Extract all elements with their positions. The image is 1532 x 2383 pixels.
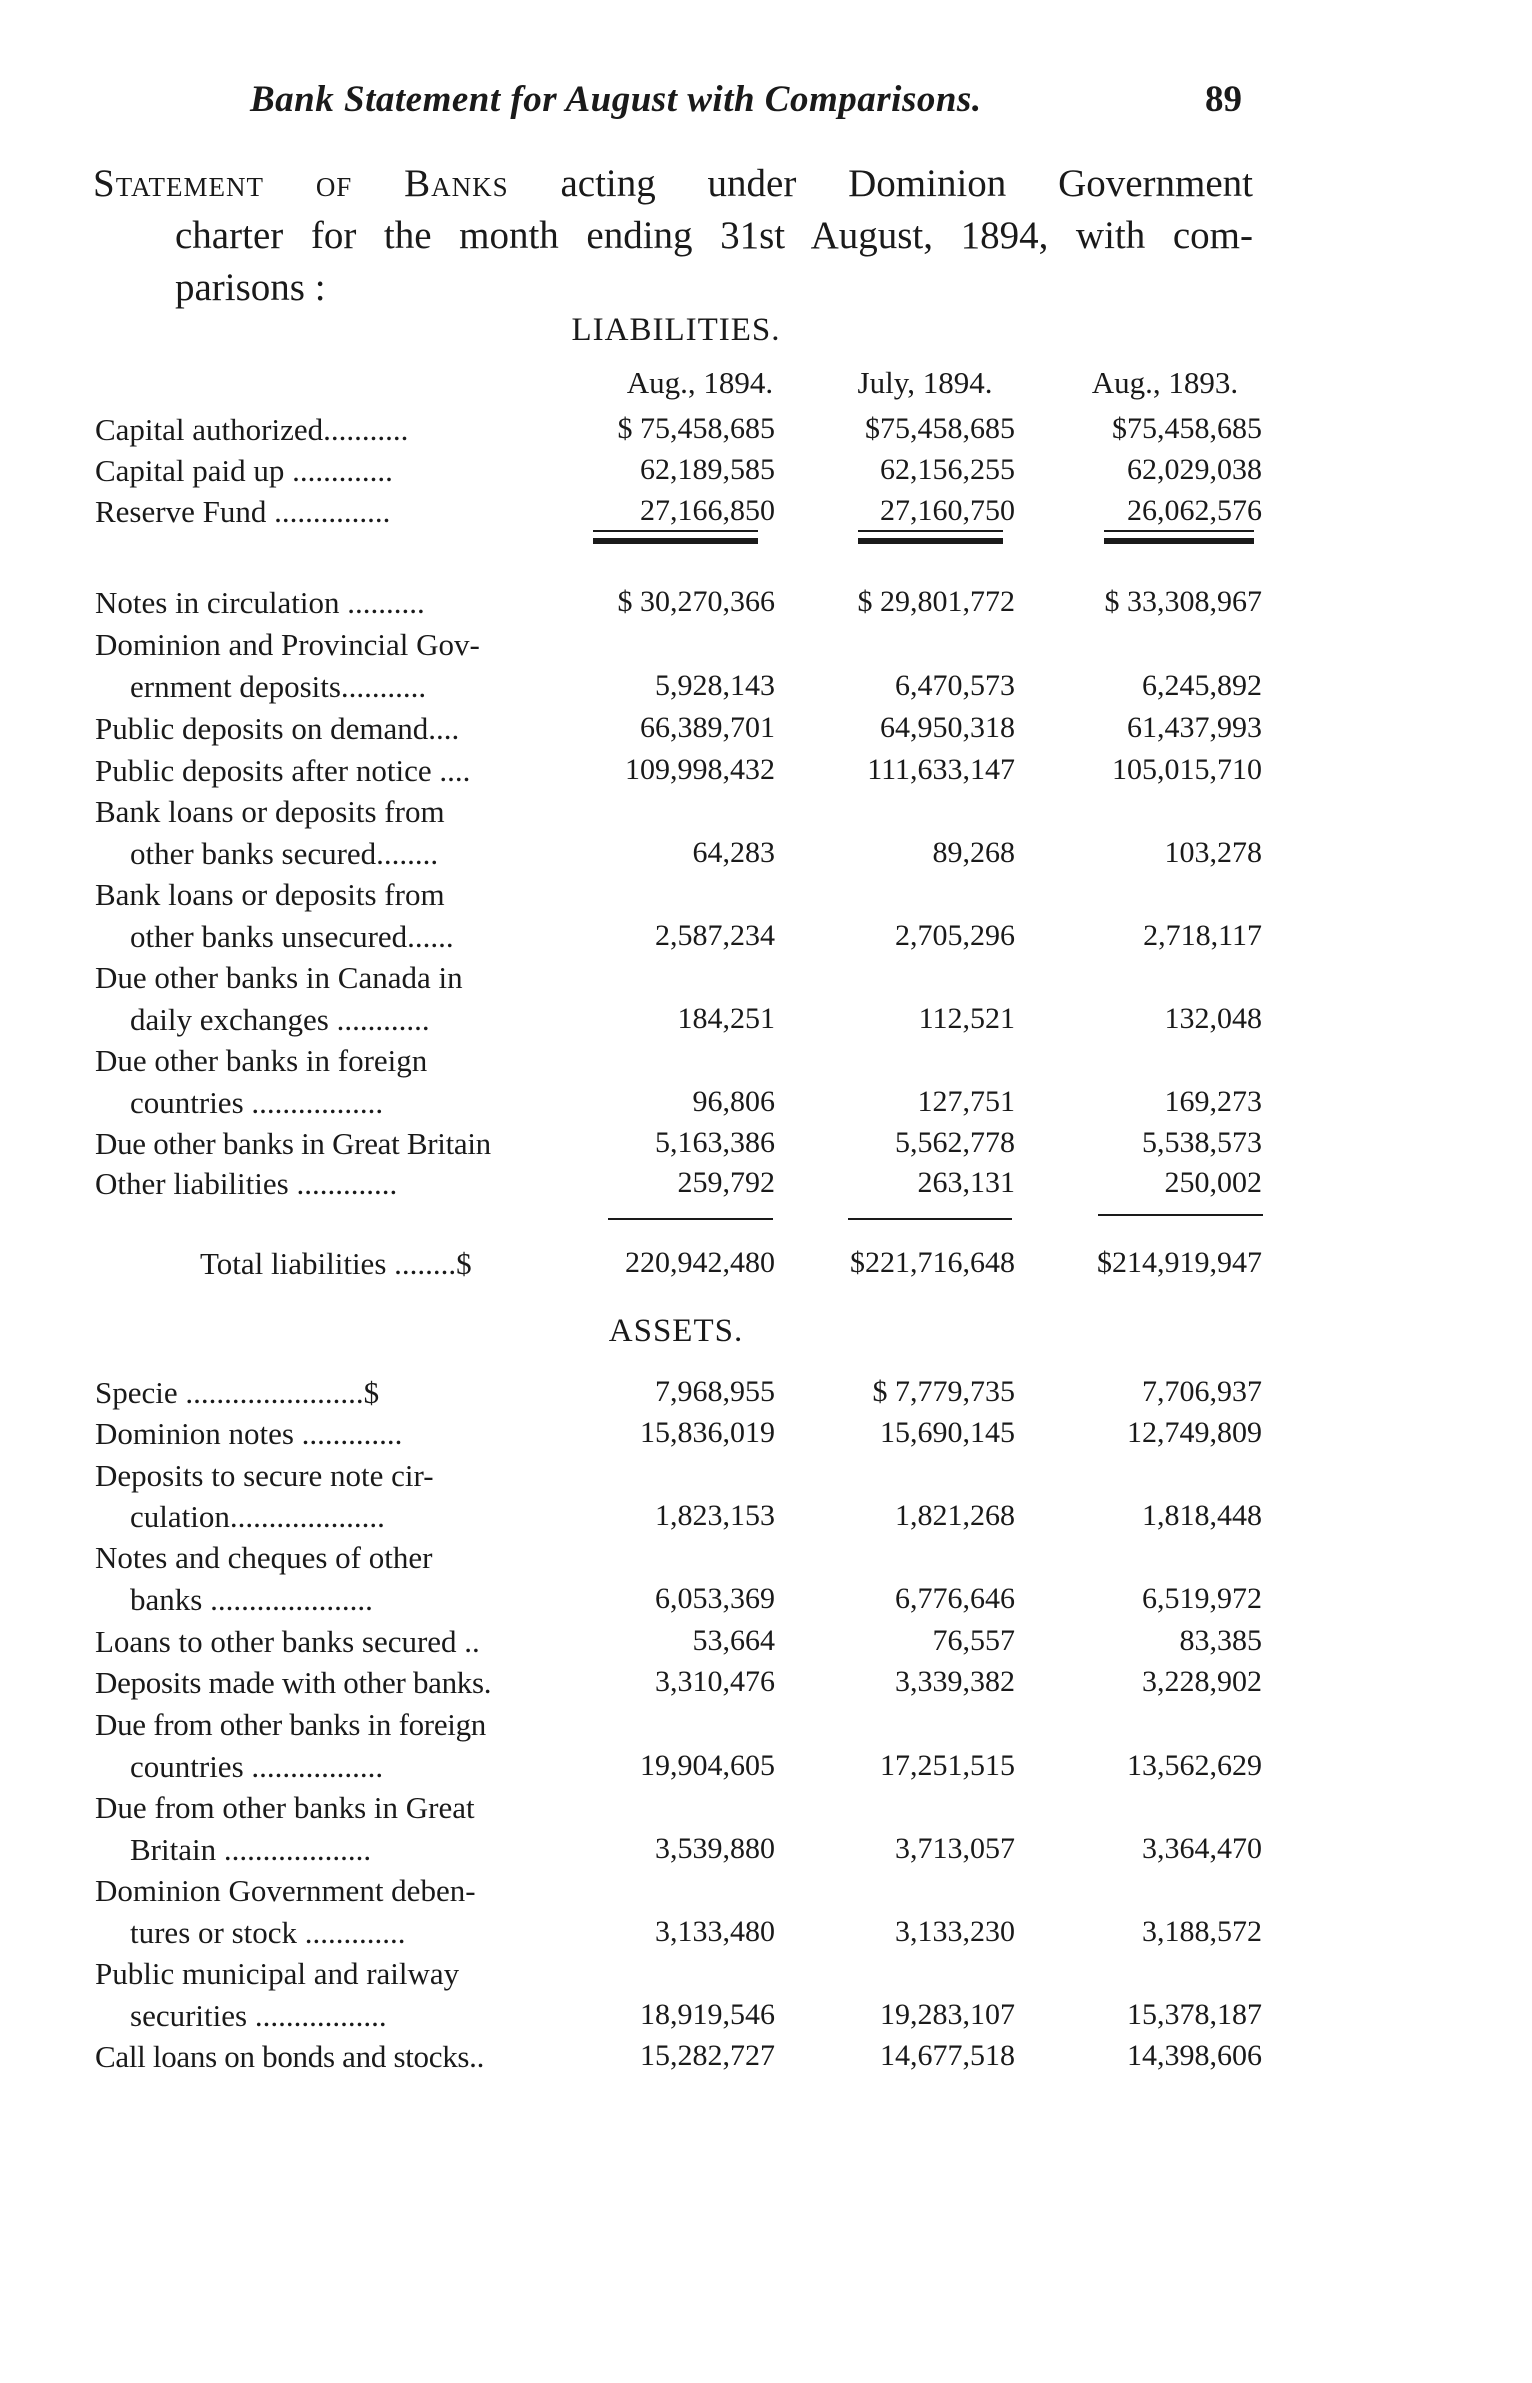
value-july-1894: 111,633,147 (867, 753, 1015, 786)
table-row (0, 919, 1300, 959)
value-aug-1894: 259,792 (677, 1166, 775, 1199)
double-rule-thick (1104, 538, 1254, 544)
intro-line-3: parisons : (175, 266, 326, 309)
value-aug-1894: 3,133,480 (655, 1915, 775, 1948)
table-row (0, 412, 1300, 452)
total-liabilities-label: Total liabilities ........$ (200, 1246, 472, 1281)
value-aug-1893: 103,278 (1164, 836, 1262, 869)
value-aug-1894: 27,166,850 (640, 494, 775, 527)
table-row (0, 1998, 1300, 2038)
table-row-label-line (0, 1458, 1300, 1498)
value-july-1894: 17,251,515 (880, 1749, 1015, 1782)
value-aug-1893: 15,378,187 (1127, 1998, 1262, 2031)
value-aug-1894: 109,998,432 (625, 753, 775, 786)
table-row-label-line (0, 794, 1300, 834)
table-row (0, 2039, 1300, 2079)
table-row-label-line (0, 877, 1300, 917)
value-aug-1894: 3,539,880 (655, 1832, 775, 1865)
intro-small-caps-of: of (315, 162, 353, 205)
value-aug-1894: 7,968,955 (655, 1375, 775, 1408)
value-july-1894: 3,133,230 (895, 1915, 1015, 1948)
row-label: Public municipal and railway (95, 1956, 460, 1991)
table-row (0, 1749, 1300, 1789)
value-aug-1893: 169,273 (1164, 1085, 1262, 1118)
row-label: Public deposits on demand.... (95, 711, 460, 746)
value-aug-1893: 26,062,576 (1127, 494, 1262, 527)
value-aug-1893: 7,706,937 (1142, 1375, 1262, 1408)
value-aug-1894: 19,904,605 (640, 1749, 775, 1782)
table-row (0, 494, 1300, 534)
value-july-1894: 5,562,778 (895, 1126, 1015, 1159)
table-row (0, 585, 1300, 625)
value-aug-1893: 6,519,972 (1142, 1582, 1262, 1615)
row-label-continuation: banks ..................... (130, 1582, 373, 1617)
value-july-1894: 64,950,318 (880, 711, 1015, 744)
value-july-1894: 14,677,518 (880, 2039, 1015, 2072)
value-aug-1894: 53,664 (692, 1624, 775, 1657)
table-row (0, 1499, 1300, 1539)
value-aug-1894: 1,823,153 (655, 1499, 775, 1532)
row-label: Notes and cheques of other (95, 1540, 433, 1575)
underline-rule (593, 530, 758, 532)
table-row-label-line (0, 1873, 1300, 1913)
row-label: Due other banks in foreign (95, 1043, 428, 1078)
row-label-continuation: other banks secured........ (130, 836, 439, 871)
value-july-1894: 27,160,750 (880, 494, 1015, 527)
table-row (0, 1832, 1300, 1872)
value-aug-1893: 62,029,038 (1127, 453, 1262, 486)
total-aug-1894: 220,942,480 (625, 1246, 775, 1279)
intro-paragraph (93, 158, 1253, 314)
value-aug-1893: 3,364,470 (1142, 1832, 1262, 1865)
table-row (0, 1915, 1300, 1955)
running-title: Bank Statement for August with Comparisons. (250, 79, 982, 120)
row-label-continuation: culation.................... (130, 1499, 385, 1534)
column-header-aug-1893: Aug., 1893. (1091, 365, 1239, 400)
row-label: Bank loans or deposits from (95, 877, 445, 912)
page-number: 89 (1205, 79, 1242, 120)
table-row (0, 1085, 1300, 1125)
table-row-label-line (0, 960, 1300, 1000)
row-label: Due other banks in Canada in (95, 960, 463, 995)
value-aug-1893: 13,562,629 (1127, 1749, 1262, 1782)
table-row (0, 1582, 1300, 1622)
column-header-july-1894: July, 1894. (857, 365, 993, 400)
value-aug-1894: $ 30,270,366 (617, 585, 775, 618)
value-aug-1893: 3,188,572 (1142, 1915, 1262, 1948)
value-july-1894: $ 7,779,735 (872, 1375, 1015, 1408)
double-rule-thick (593, 538, 758, 544)
intro-small-caps-banks: Banks (404, 162, 509, 205)
row-label: Notes in circulation .......... (95, 585, 425, 620)
value-aug-1893: 2,718,117 (1143, 919, 1262, 952)
value-july-1894: 3,713,057 (895, 1832, 1015, 1865)
value-july-1894: $75,458,685 (865, 412, 1015, 445)
row-label: Deposits to secure note cir- (95, 1458, 434, 1493)
value-july-1894: 89,268 (932, 836, 1015, 869)
value-july-1894: 1,821,268 (895, 1499, 1015, 1532)
value-july-1894: 3,339,382 (895, 1665, 1015, 1698)
value-july-1894: $ 29,801,772 (857, 585, 1015, 618)
row-label: Dominion and Provincial Gov- (95, 627, 480, 662)
table-row (0, 1624, 1300, 1664)
value-aug-1894: 15,836,019 (640, 1416, 775, 1449)
value-july-1894: 263,131 (917, 1166, 1015, 1199)
row-label: Due from other banks in Great (95, 1790, 475, 1825)
intro-small-caps-statement: Statement (93, 162, 265, 205)
table-row (0, 711, 1300, 751)
value-aug-1894: 2,587,234 (655, 919, 775, 952)
row-label-continuation: countries ................. (130, 1085, 384, 1120)
row-label: Reserve Fund ............... (95, 494, 391, 529)
row-label: Loans to other banks secured .. (95, 1624, 480, 1659)
value-aug-1894: 18,919,546 (640, 1998, 775, 2031)
value-aug-1893: 3,228,902 (1142, 1665, 1262, 1698)
table-row (0, 1665, 1300, 1705)
value-aug-1894: 96,806 (692, 1085, 775, 1118)
row-label: Other liabilities ............. (95, 1166, 398, 1201)
row-label-continuation: ernment deposits........... (130, 669, 427, 704)
row-label: Specie .......................$ (95, 1375, 380, 1410)
value-july-1894: 6,776,646 (895, 1582, 1015, 1615)
row-label-continuation: countries ................. (130, 1749, 384, 1784)
table-row (0, 753, 1300, 793)
value-aug-1894: 5,163,386 (655, 1126, 775, 1159)
value-aug-1893: 83,385 (1179, 1624, 1262, 1657)
row-label-continuation: securities ................. (130, 1998, 387, 2033)
value-aug-1893: 250,002 (1164, 1166, 1262, 1199)
underline-rule (858, 530, 1003, 532)
intro-line-1 (93, 158, 1253, 210)
value-aug-1894: 66,389,701 (640, 711, 775, 744)
table-row-label-line (0, 1540, 1300, 1580)
value-july-1894: 19,283,107 (880, 1998, 1015, 2031)
value-aug-1893: $75,458,685 (1112, 412, 1262, 445)
value-july-1894: 6,470,573 (895, 669, 1015, 702)
row-label-continuation: other banks unsecured...... (130, 919, 454, 954)
assets-heading: ASSETS. (608, 1313, 744, 1349)
value-july-1894: 62,156,255 (880, 453, 1015, 486)
value-july-1894: 2,705,296 (895, 919, 1015, 952)
value-aug-1894: 15,282,727 (640, 2039, 775, 2072)
row-label-continuation: daily exchanges ............ (130, 1002, 430, 1037)
value-aug-1894: 5,928,143 (655, 669, 775, 702)
value-aug-1893: 1,818,448 (1142, 1499, 1262, 1532)
value-aug-1893: 132,048 (1164, 1002, 1262, 1035)
liabilities-heading: LIABILITIES. (571, 312, 781, 348)
table-row (0, 1002, 1300, 1042)
row-label: Call loans on bonds and stocks.. (95, 2039, 485, 2074)
row-label: Dominion notes ............. (95, 1416, 403, 1451)
table-row (0, 1416, 1300, 1456)
row-label-continuation: tures or stock ............. (130, 1915, 406, 1950)
value-july-1894: 112,521 (918, 1002, 1015, 1035)
table-row-label-line (0, 1707, 1300, 1747)
row-label-continuation: Britain ................... (130, 1832, 372, 1867)
total-rule (848, 1218, 1012, 1220)
table-row-label-line (0, 1956, 1300, 1996)
row-label: Capital paid up ............. (95, 453, 393, 488)
row-label: Capital authorized........... (95, 412, 409, 447)
value-aug-1893: 14,398,606 (1127, 2039, 1262, 2072)
table-row (0, 669, 1300, 709)
value-july-1894: 127,751 (917, 1085, 1015, 1118)
value-aug-1894: 62,189,585 (640, 453, 775, 486)
table-row (0, 836, 1300, 876)
value-aug-1893: 12,749,809 (1127, 1416, 1262, 1449)
table-row (0, 1166, 1300, 1206)
value-aug-1893: 105,015,710 (1112, 753, 1262, 786)
table-row (0, 1126, 1300, 1166)
table-row (0, 1375, 1300, 1415)
value-aug-1893: 6,245,892 (1142, 669, 1262, 702)
value-aug-1893: $ 33,308,967 (1104, 585, 1262, 618)
value-aug-1894: $ 75,458,685 (617, 412, 775, 445)
table-row-label-line (0, 627, 1300, 667)
table-row-label-line (0, 1043, 1300, 1083)
row-label: Bank loans or deposits from (95, 794, 445, 829)
table-row (0, 453, 1300, 493)
total-rule (1098, 1214, 1263, 1216)
value-aug-1893: 5,538,573 (1142, 1126, 1262, 1159)
total-rule (608, 1218, 773, 1220)
total-aug-1893: $214,919,947 (1097, 1246, 1262, 1279)
underline-rule (1104, 530, 1254, 532)
intro-line-1-rest: acting under Dominion Government (560, 162, 1254, 205)
value-aug-1894: 6,053,369 (655, 1582, 775, 1615)
total-july-1894: $221,716,648 (850, 1246, 1015, 1279)
value-july-1894: 15,690,145 (880, 1416, 1015, 1449)
intro-line-2: charter for the month ending 31st August, 1894, with com- (175, 214, 1253, 257)
column-header-aug-1894: Aug., 1894. (626, 365, 774, 400)
value-july-1894: 76,557 (932, 1624, 1015, 1657)
value-aug-1894: 64,283 (692, 836, 775, 869)
row-label: Due other banks in Great Britain (95, 1126, 491, 1161)
total-liabilities-row (0, 1246, 1300, 1286)
value-aug-1894: 184,251 (677, 1002, 775, 1035)
row-label: Due from other banks in foreign (95, 1707, 487, 1742)
row-label: Dominion Government deben- (95, 1873, 476, 1908)
row-label: Deposits made with other banks. (95, 1665, 492, 1700)
value-aug-1893: 61,437,993 (1127, 711, 1262, 744)
double-rule-thick (858, 538, 1003, 544)
table-row-label-line (0, 1790, 1300, 1830)
value-aug-1894: 3,310,476 (655, 1665, 775, 1698)
row-label: Public deposits after notice .... (95, 753, 471, 788)
